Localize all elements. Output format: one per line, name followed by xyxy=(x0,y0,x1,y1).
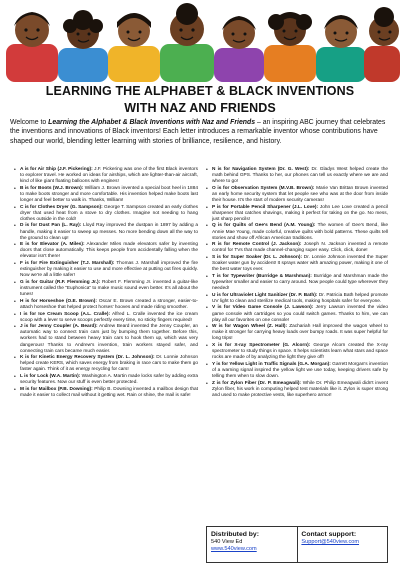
inventor-list-left xyxy=(14,167,198,399)
distributor-heading: Distributed by: xyxy=(211,531,259,538)
support-email-link[interactable]: Support@540view.com xyxy=(301,539,360,545)
list-item: • O is for Observation System (M.V.B. Brown): Marie Van Brittan Brown invented an early home security system that let people see who was at the door from inside their house. It's the start of modern security cameras! xyxy=(206,186,388,204)
inventor-list-right xyxy=(206,167,388,399)
list-item: • T is for Typewriter (Burridge & Marshman): Burridge and Marshman made the typewriter smaller and easier to carry around. Now people could type wherever they needed! xyxy=(206,274,388,292)
list-item: • J is for Jenny Coupler (A. Beard): Andrew Beard invented the Jenny Coupler, an automatic way to connect train cars just by bumping them together. Before this, workers had to stand between heavy train cars to hook them up, which was very dangerous! Thanks to Andrew's invention, train workers stayed safer, and connecting train cars became much easier. xyxy=(14,324,198,354)
contact-heading: Contact support: xyxy=(301,531,357,538)
list-item: • A is for Air Ship (J.F. Pickering): J.F. Pickering was one of the first Black inventors to explorer travel. He worked on ideas for airships, which are lighter-than-air aircraft, kind of like giant floating balloons with engines! xyxy=(14,167,198,185)
list-item: • Q is for Quilts of Gee's Bend (A.M. Young): The women of Gee's Bend, like Annie Mae Young, made colorful, creative quilts with bold patterns. These quilts tell stories and show off African American traditions. xyxy=(206,223,388,241)
distributor-cell xyxy=(207,527,297,562)
right-column xyxy=(206,167,388,400)
list-item: • F is for Fire Extinguisher (T.J. Marshall): Thomas J. Marshall improved the fire extinguisher by making it easier to use and more effective at putting out fires quickly. Now we're all a little safer! xyxy=(14,261,198,279)
child-figure xyxy=(160,3,214,82)
child-figure xyxy=(214,16,264,82)
list-item: • X is for X-ray Spectrometer (G. Alcorn): George Alcorn created the X-ray spectrometer to study things in space. It helps scientists learn what stars and space rocks are made of by analyzing the light they give off! xyxy=(206,343,388,361)
list-item: • Z is for Zylon Fiber (Dr. P. Emeagwali): While Dr. Philip Emeagwali didn't invent Zylon fiber, his work in computing helped test materials like it. Zylon is super strong and used to make protective vests, like superhero armor! xyxy=(206,381,388,399)
child-figure xyxy=(6,12,58,82)
intro-book-title: Learning the Alphabet & Black Inventions with Naz and Friends xyxy=(48,119,256,126)
title-line-2: WITH NAZ AND FRIENDS xyxy=(124,101,276,115)
title-line-1: LEARNING THE ALPHABET & BLACK INVENTIONS xyxy=(45,84,355,98)
list-item: • I is for Ice Cream Scoop (A.L. Cralle): Alfred L. Cralle invented the ice cream scoop with a lever to serve scoops perfectly every time, no sticky fingers required! xyxy=(14,312,198,324)
child-figure xyxy=(108,13,160,82)
hero-illustration xyxy=(0,0,400,82)
page-title xyxy=(10,83,390,117)
intro-suffix: – an inspiring ABC journey that celebrates the inventions and innovations of Black inventors! Each letter introduces a remarkable inventor whose contributions have shaped our world, blending letter learning with stories of brilliance, resilience, and history. xyxy=(10,119,386,145)
child-figure xyxy=(58,10,108,82)
distributor-website-link[interactable]: www.540view.com xyxy=(211,546,257,553)
list-item: • K is for Kinetic Energy Recovery System (Dr. L. Johnson): Dr. Lonnie Johnson helped create KERS, which saves energy from braking in race cars to make them go faster again. Think of it as energy recycling for cars! xyxy=(14,355,198,373)
children-illustration xyxy=(0,0,400,82)
list-item: • R is for Remote Control (J. Jackson): Joseph N. Jackson invented a remote control for TVs that made channel-changing super easy. Click, click, done! xyxy=(206,242,388,254)
child-figure xyxy=(264,14,316,82)
contact-cell xyxy=(297,527,387,562)
list-item: • Y is for Yellow Light in Traffic Signals (G.A. Morgan): Garrett Morgan's invention of a warning signal inspired the yellow light we use today, keeping drivers safe by telling them when to slow down. xyxy=(206,362,388,380)
child-figure xyxy=(364,7,400,82)
list-item: • E is for Elevator (A. Miles): Alexander Miles made elevators safer by inventing doors that close automatically. This keeps people from accidentally falling when the elevator isn't there! xyxy=(14,242,198,260)
list-item: • L is for Lock (W.A. Martin): Washington A. Martin made locks safer by adding extra security features. Now our stuff is even better protected. xyxy=(14,374,198,386)
list-item: • B is for Boots (W.J. Brown): William J. Brown invented a special boot heel in 1884 to make boots stronger and more comfortable. His invention helped make boots last longer and feel better to walk in. Thanks, William! xyxy=(14,186,198,204)
left-column xyxy=(14,167,198,400)
intro-paragraph xyxy=(10,118,391,146)
list-item: • V is for Video Game Console (J. Lawson): Jerry Lawson invented the video game console with cartridges so you could switch games. Thanks to him, we can play all our favorites on one console! xyxy=(206,305,388,323)
list-item: • U is for Ultraviolet Light Sanitizer (Dr. P. Bath): Dr. Patricia Bath helped promote UV light to clean and sterilize medical tools, making hospitals safer for everyone. xyxy=(206,293,388,305)
distributor-name: 540 View Ed xyxy=(211,539,243,545)
list-item: • P is for Portable Pencil Sharpener (J.L. Love): John Lee Love created a pencil sharpener that catches shavings, making it perfect for taking on the go. No mess, just sharp pencils! xyxy=(206,205,388,223)
child-figure xyxy=(316,15,366,82)
list-item: • D is for Dust Pan (L. Ray): Lloyd Ray improved the dustpan in 1897 by adding a handle, making it easier to sweep up messes. No more bending down all the way to the ground to clean up! xyxy=(14,223,198,241)
list-item: • H is for Horseshoe (O.E. Brown): Oscar E. Brown created a stronger, easier-to-attach horseshoe that helped protect horses' hooves and made riding smoother. xyxy=(14,299,198,311)
list-item: • C is for Clothes Dryer (G. Sampson): George T. Sampson created an early clothes dryer that used heat from a stove to dry clothes. Imagine not needing to hang clothes outside in the cold! xyxy=(14,205,198,223)
list-item: • G is for Guitar (R.F. Flemming Jr.): Robert F. Flemming Jr. invented a guitar-like instrument called the "Euphonica" to make music sound even better. It's all about the tunes! xyxy=(14,280,198,298)
intro-prefix: Welcome to xyxy=(10,119,49,126)
footer-box xyxy=(206,526,388,563)
list-item: • M is for Mailbox (P.B. Downing): Philip B. Downing invented a mailbox design that made it easier to collect mail without it getting wet. Rain or shine, the mail is safe! xyxy=(14,387,198,399)
list-item: • W is for Wagon Wheel (Z. Hall): Zachariah Hall improved the wagon wheel to make it stronger for carrying heavy loads over bumpy roads. It was super helpful for long trips! xyxy=(206,324,388,342)
list-item: • S is for Super Soaker (Dr. L. Johnson): Dr. Lonnie Johnson invented the Super Soaker water gun by accident! It sprays water with amazing power, making it one of the best water toys ever. xyxy=(206,255,388,273)
list-item: • N is for Navigation System (Dr. G. West): Dr. Gladys West helped create the math behind GPS. Thanks to her, our phones can tell us exactly where we are and where to go! xyxy=(206,167,388,185)
